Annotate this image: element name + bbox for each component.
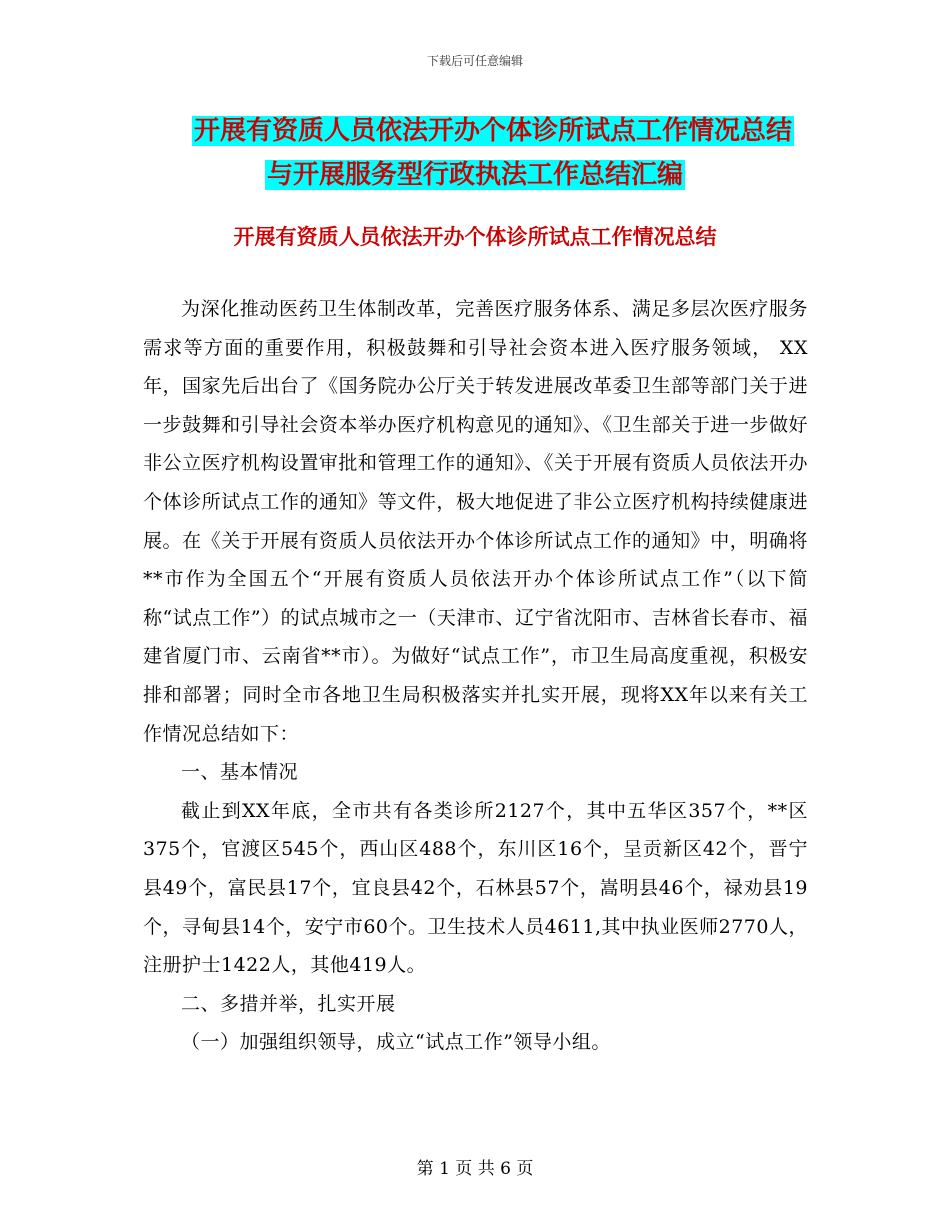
title-line-1-text: 开展有资质人员依法开办个体诊所试点工作情况总结 xyxy=(193,116,792,146)
document-title-line-1 xyxy=(18,114,950,148)
paragraph-clinic-statistics: 截止到XX年底，全市共有各类诊所2127个，其中五华区357个，**区375个，官渡区545个，西山区488个，东川区16个，呈贡新区42个，晋宁县49个，富民县17个，宜良县42个，石林县57个，嵩明县46个，禄劝县19个，寻甸县14个，安宁市60个。卫生技术人员4611,其中执业医师2770人，注册护士1422人，其他419人。 xyxy=(143,799,808,977)
document-title-line-2 xyxy=(0,158,950,192)
document-body xyxy=(143,290,808,1062)
title-line-2-text: 与开展服务型行政执法工作总结汇编 xyxy=(266,160,683,190)
heading-basic-situation: 一、基本情况 xyxy=(181,761,299,784)
section-title: 开展有资质人员依法开办个体诊所试点工作情况总结 xyxy=(233,224,717,249)
heading-measures: 二、多措并举，扎实开展 xyxy=(181,992,396,1015)
header-note: 下载后可任意编辑 xyxy=(426,54,523,68)
page-footer: 第 1 页 共 6 页 xyxy=(416,1159,534,1179)
subheading-organization-leadership: （一）加强组织领导，成立“试点工作”领导小组。 xyxy=(181,1031,611,1054)
paragraph-intro: 为深化推动医药卫生体制改革，完善医疗服务体系、满足多层次医疗服务需求等方面的重要作用，积极鼓舞和引导社会资本进入医疗服务领域， XX年，国家先后出台了《国务院办公厅关于转发进展改革委卫生部等部门关于进一步鼓舞和引导社会资本举办医疗机构意见的通知》、《卫生部关于进一步做好非公立医疗机构设置审批和管理工作的通知》、《关于开展有资质人员依法开办个体诊所试点工作的通知》等文件，极大地促进了非公立医疗机构持续健康进展。在《关于开展有资质人员依法开办个体诊所试点工作的通知》中，明确将**市作为全国五个“开展有资质人员依法开办个体诊所试点工作”（以下简称“试点工作”）的试点城市之一（天津市、辽宁省沈阳市、吉林省长春市、福建省厦门市、云南省**市）。为做好“试点工作”，市卫生局高度重视，积极安排和部署；同时全市各地卫生局积极落实并扎实开展，现将XX年以来有关工作情况总结如下： xyxy=(143,298,808,745)
